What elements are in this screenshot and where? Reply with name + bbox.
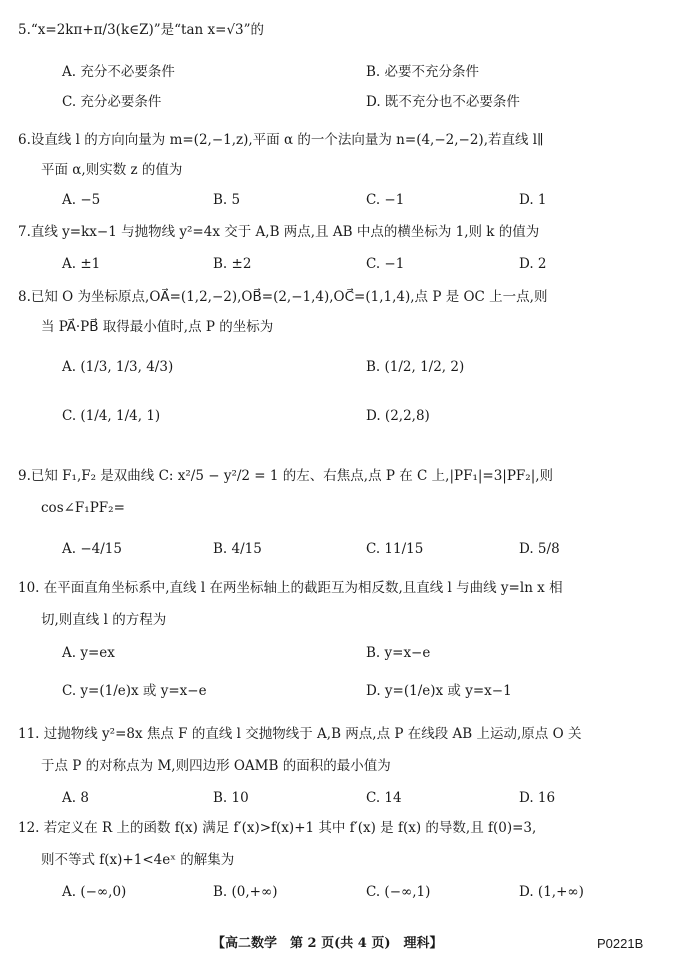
question-6-option-A: A. −5 [62,192,101,208]
question-8-option-D: D. (2,2,8) [366,408,430,424]
question-10-option-C: C. y=(1/e)x 或 y=x−e [62,683,207,699]
footer-code: P0221B [597,936,644,951]
question-10-stem-line-1: 10. 在平面直角坐标系中,直线 l 在两坐标轴上的截距互为相反数,且直线 l 与曲线 y=ln x 相 [18,580,563,596]
question-7-option-D: D. 2 [519,256,547,272]
question-9-stem-line-1: 9.已知 F₁,F₂ 是双曲线 C: x²/5 − y²/2 = 1 的左、右焦点,点 P 在 C 上,|PF₁|=3|PF₂|,则 [18,468,554,484]
question-9-option-D: D. 5/8 [519,541,560,557]
question-5-option-A: A. 充分不必要条件 [62,64,175,80]
question-6-stem-line-2: 平面 α,则实数 z 的值为 [41,162,183,178]
question-7-option-C: C. −1 [366,256,405,272]
question-9-option-C: C. 11/15 [366,541,424,557]
question-11-stem-line-1: 11. 过抛物线 y²=8x 焦点 F 的直线 l 交抛物线于 A,B 两点,点 P 在线段 AB 上运动,原点 O 关 [18,726,582,742]
question-7-stem-line-1: 7.直线 y=kx−1 与抛物线 y²=4x 交于 A,B 两点,且 AB 中点的横坐标为 1,则 k 的值为 [18,224,540,240]
question-9-stem-line-2: cos∠F₁PF₂= [41,500,125,516]
question-6-option-D: D. 1 [519,192,547,208]
question-6-option-C: C. −1 [366,192,405,208]
question-12-option-B: B. (0,+∞) [213,884,278,900]
question-11-option-C: C. 14 [366,790,402,806]
question-12-option-C: C. (−∞,1) [366,884,431,900]
question-10-option-B: B. y=x−e [366,645,431,661]
question-11-stem-line-2: 于点 P 的对称点为 M,则四边形 OAMB 的面积的最小值为 [41,758,391,774]
question-9-option-B: B. 4/15 [213,541,262,557]
question-10-option-A: A. y=ex [62,645,115,661]
question-7-option-B: B. ±2 [213,256,252,272]
question-11-option-D: D. 16 [519,790,556,806]
question-12-option-D: D. (1,+∞) [519,884,584,900]
question-8-option-A: A. (1/3, 1/3, 4/3) [62,359,174,375]
question-8-stem-line-1: 8.已知 O 为坐标原点,OA⃗=(1,2,−2),OB⃗=(2,−1,4),OC⃗=(1,1,4),点 P 是 OC 上一点,则 [18,289,548,305]
question-6-option-B: B. 5 [213,192,241,208]
question-10-stem-line-2: 切,则直线 l 的方程为 [41,612,167,628]
question-8-option-B: B. (1/2, 1/2, 2) [366,359,465,375]
question-8-option-C: C. (1/4, 1/4, 1) [62,408,161,424]
question-5-stem-line-1: 5.“x=2kπ+π/3(k∈Z)”是“tan x=√3”的 [18,22,265,38]
question-7-option-A: A. ±1 [62,256,101,272]
question-10-option-D: D. y=(1/e)x 或 y=x−1 [366,683,512,699]
question-12-stem-line-2: 则不等式 f(x)+1<4eˣ 的解集为 [41,852,235,868]
question-9-option-A: A. −4/15 [62,541,122,557]
question-6-stem-line-1: 6.设直线 l 的方向向量为 m=(2,−1,z),平面 α 的一个法向量为 n=(4,−2,−2),若直线 l∥ [18,132,544,148]
question-11-option-A: A. 8 [62,790,89,806]
question-12-option-A: A. (−∞,0) [62,884,127,900]
question-8-stem-line-2: 当 PA⃗·PB⃗ 取得最小值时,点 P 的坐标为 [41,319,274,335]
question-5-option-D: D. 既不充分也不必要条件 [366,94,520,110]
question-11-option-B: B. 10 [213,790,249,806]
question-5-option-C: C. 充分必要条件 [62,94,162,110]
footer-title: 【高二数学 第 2 页(共 4 页) 理科】 [212,936,443,951]
question-12-stem-line-1: 12. 若定义在 R 上的函数 f(x) 满足 f′(x)>f(x)+1 其中 f′(x) 是 f(x) 的导数,且 f(0)=3, [18,820,537,836]
question-5-option-B: B. 必要不充分条件 [366,64,480,80]
